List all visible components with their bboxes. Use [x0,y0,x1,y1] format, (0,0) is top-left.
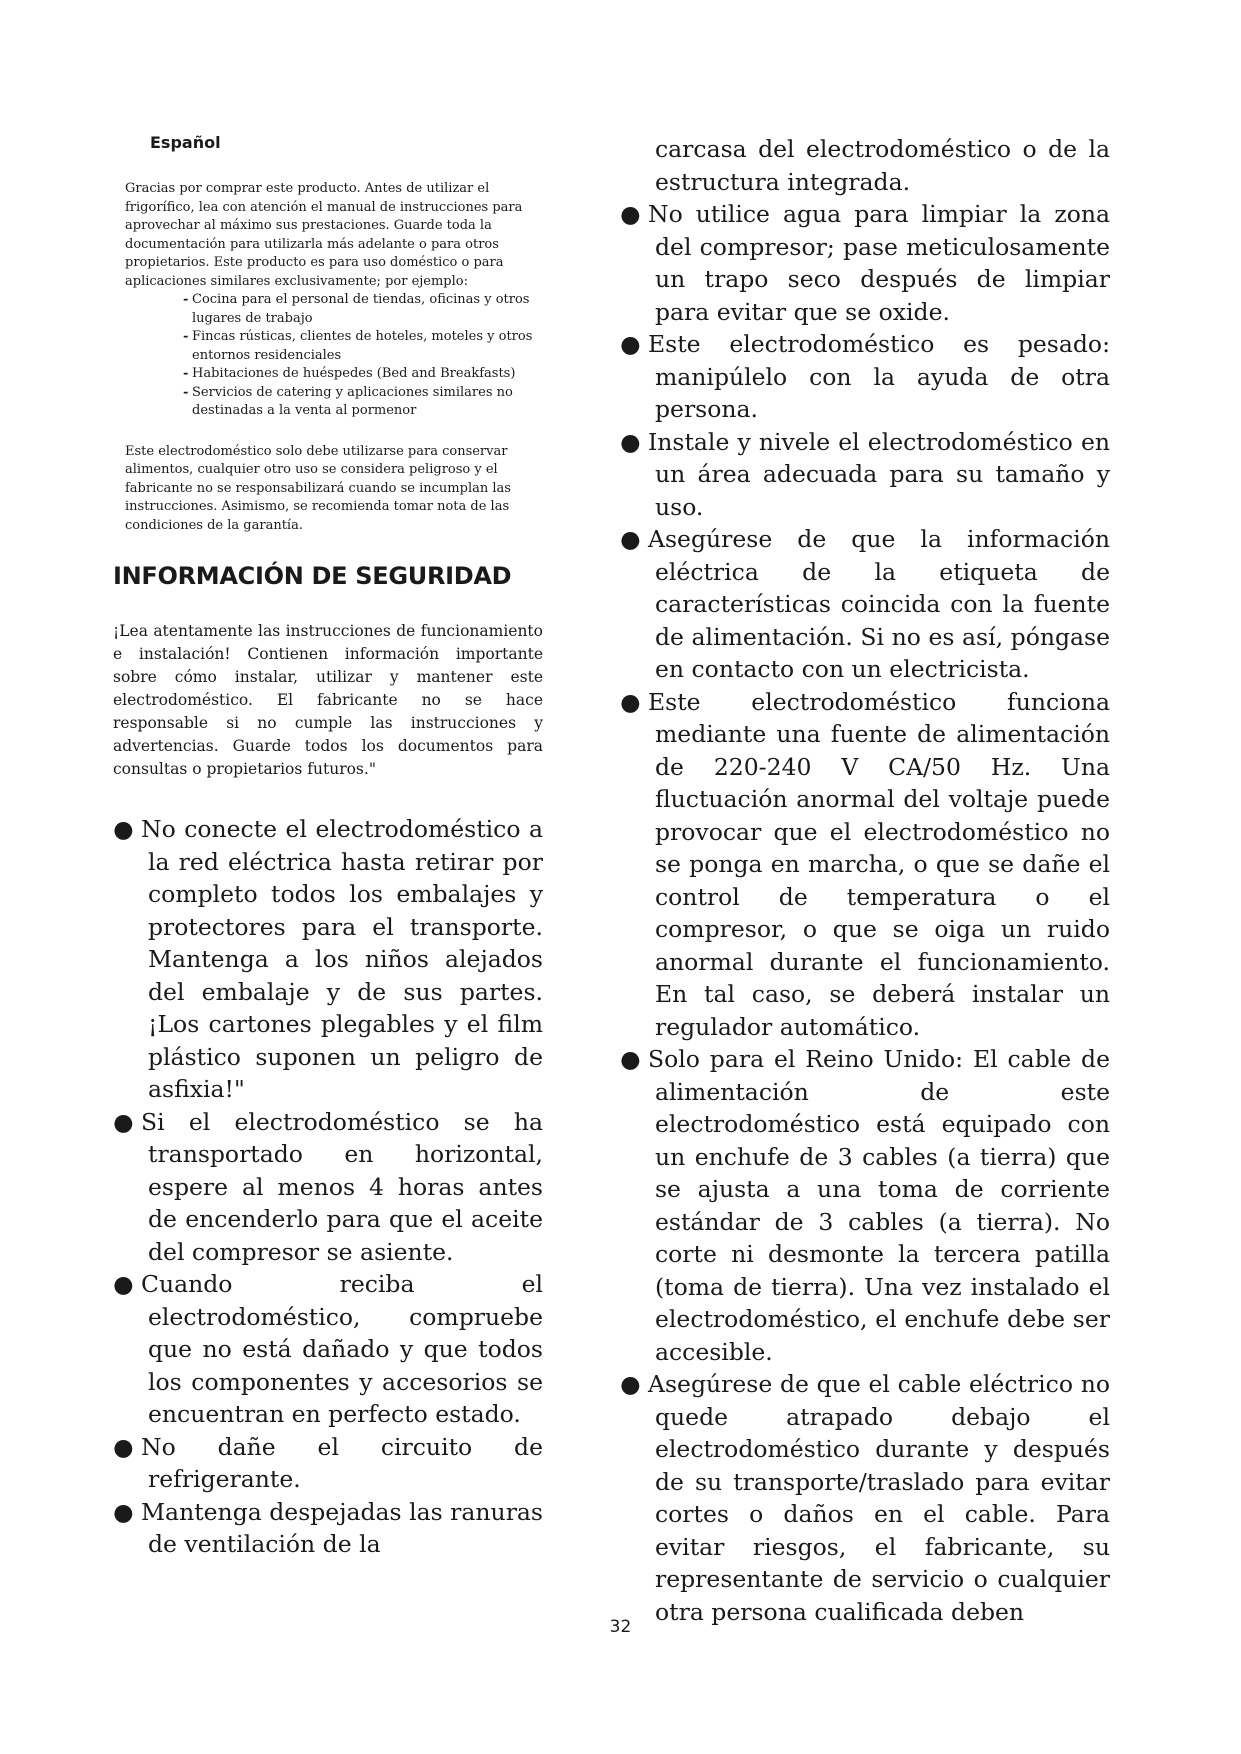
list-item: - Habitaciones de huéspedes (Bed and Breakfasts) [183,365,540,384]
list-item: ● Este electrodoméstico funciona mediante una fuente de alimentación de 220-240 V CA/50 Hz. Una fluctuación anormal del voltaje puede provocar que el electrodoméstico no se ponga en marcha, o que se dañe el control de temperatura o el compresor, o que se oiga un ruido anormal durante el funcionamiento. En tal caso, se deberá instalar un regulador automático. [620,687,1110,1041]
bullet-icon: ● [113,1107,134,1136]
bullet-icon: ● [620,687,641,716]
left-column [113,133,543,1561]
list-item: ● Solo para el Reino Unido: El cable de alimentación de este electrodoméstico está equipado con un enchufe de 3 cables (a tierra) que se ajusta a una toma de corriente estándar de 3 cables (a tierra). No corte ni desmonte la tercera patilla (toma de tierra). Una vez instalado el electrodoméstico, el enchufe debe ser accesible. [620,1045,1110,1366]
bullet-icon: ● [113,1270,134,1298]
bullet-icon: ● [620,427,641,456]
page-number: 32 [609,1617,632,1637]
list-item: ● No utilice agua para limpiar la zona del compresor; pase meticulosamente un trapo seco después de limpiar para evitar que se oxide. [620,200,1110,326]
bullet-icon: ● [620,1045,641,1073]
bullet-icon: ● [113,1432,134,1461]
list-item: ● Instale y nivele el electrodoméstico en un área adecuada para su tamaño y uso. [620,427,1110,521]
right-bullet-list [620,198,1110,1628]
bullet-icon: ● [620,1370,641,1398]
bullet-icon: ● [620,525,641,553]
intro-section [125,180,540,535]
list-item: ● Este electrodoméstico es pesado: manipúlelo con la ayuda de otra persona. [620,330,1110,423]
intro-paragraph: Gracias por comprar este producto. Antes de utilizar el frigorífico, lea con atención el manual de instrucciones para aprovechar al máximo sus prestaciones. Guarde toda la documentación para utilizarla más adelante o para otros propietarios. Este producto es para uso doméstico o para aplicaciones similares exclusivamente; por ejemplo: [125,181,523,289]
left-bullet-list [113,813,543,1561]
section-heading: INFORMACIÓN DE SEGURIDAD [113,562,512,590]
list-item: ● No conecte el electrodoméstico a la red eléctrica hasta retirar por completo todos los embalajes y protectores para el transporte. Mantenga a los niños alejados del embalaje y de sus partes. ¡Los cartones plegables y el film plástico suponen un peligro de asfixia!" [113,815,543,1103]
list-item: - Fincas rústicas, clientes de hoteles, moteles y otros entornos residenciales [183,328,540,365]
language-label: Español [150,133,221,152]
list-item: - Cocina para el personal de tiendas, oficinas y otros lugares de trabajo [183,291,540,328]
usage-note: Este electrodoméstico solo debe utilizarse para conservar alimentos, cualquier otro uso se considera peligroso y el fabricante no se responsabilizará cuando se incumplan las instrucciones. Asimismo, se recomienda tomar nota de las condiciones de la garantía. [125,443,511,533]
list-item: ● Cuando reciba el electrodoméstico, compruebe que no está dañado y que todos los componentes y accesorios se encuentran en perfecto estado. [113,1270,543,1428]
right-column [620,133,1110,1628]
list-item: - Servicios de catering y aplicaciones similares no destinadas a la venta al pormenor [183,384,540,421]
continued-text: carcasa del electrodoméstico o de la estructura integrada. [655,135,1110,196]
safety-warning: ¡Lea atentamente las instrucciones de funcionamiento e instalación! Contienen información importante sobre cómo instalar, utilizar y mantener este electrodoméstico. El fabricante no se hace responsable si no cumple las instrucciones y advertencias. Guarde todos los documentos para consultas o propietarios futuros." [113,622,543,778]
bullet-icon: ● [113,1497,134,1526]
bullet-icon: ● [620,200,641,228]
uses-list [125,291,540,421]
list-item: ● Si el electrodoméstico se ha transportado en horizontal, espere al menos 4 horas antes de encenderlo para que el aceite del compresor se asiente. [113,1107,543,1266]
list-item: ● No dañe el circuito de refrigerante. [113,1432,543,1493]
bullet-icon: ● [113,815,134,843]
list-item: ● Mantenga despejadas las ranuras de ventilación de la [113,1497,543,1558]
bullet-icon: ● [620,330,641,358]
list-item: ● Asegúrese de que la información eléctrica de la etiqueta de características coincida con la fuente de alimentación. Si no es así, póngase en contacto con un electricista. [620,525,1110,683]
list-item: ● Asegúrese de que el cable eléctrico no quede atrapado debajo el electrodoméstico durante y después de su transporte/traslado para evitar cortes o daños en el cable. Para evitar riesgos, el fabricante, su representante de servicio o cualquier otra persona cualificada deben [620,1370,1110,1626]
